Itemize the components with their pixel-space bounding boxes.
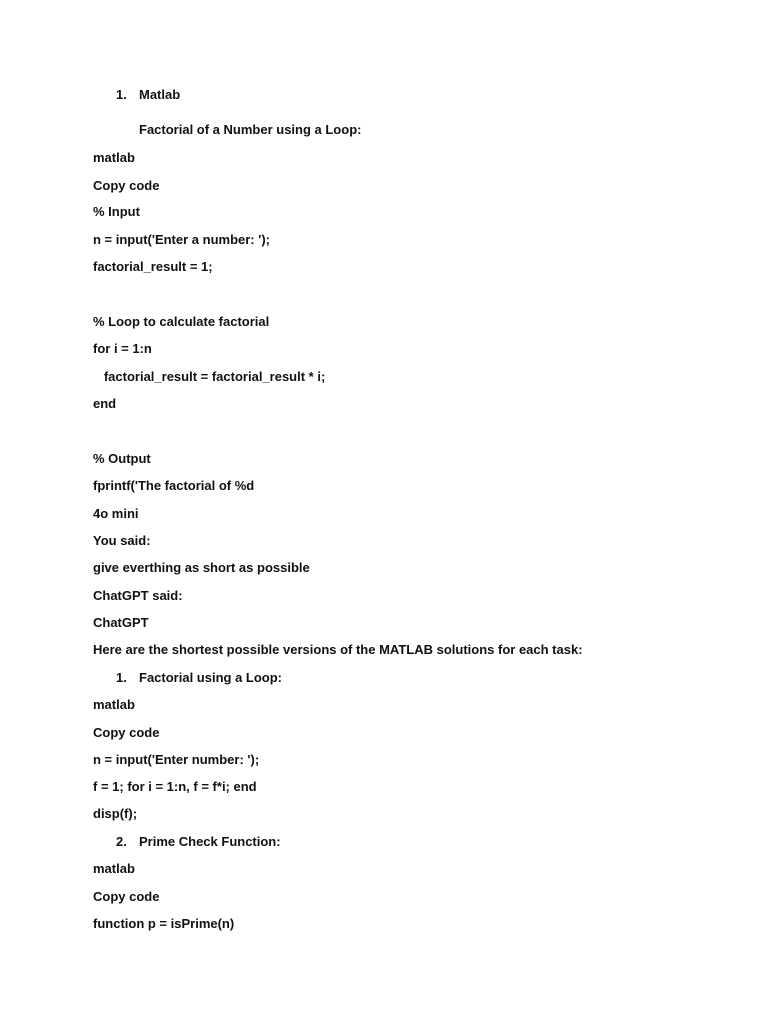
code-line: % Loop to calculate factorial: [93, 314, 270, 329]
list-item-heading: Matlab: [139, 87, 181, 102]
code-line: disp(f);: [93, 806, 138, 821]
code-line: f = 1; for i = 1:n, f = f*i; end: [93, 779, 257, 794]
code-line: n = input('Enter number: ');: [93, 752, 260, 767]
code-line: for i = 1:n: [93, 341, 152, 356]
code-line: factorial_result = factorial_result * i;: [93, 369, 326, 384]
text-line: You said:: [93, 533, 151, 548]
text-line: matlab: [93, 150, 135, 165]
code-line: fprintf('The factorial of %d: [93, 478, 255, 493]
text-line: matlab: [93, 697, 135, 712]
text-line: give everthing as short as possible: [93, 560, 310, 575]
subheading: Factorial of a Number using a Loop:: [139, 122, 362, 137]
list-number: 2.: [116, 834, 127, 849]
code-line: n = input('Enter a number: ');: [93, 232, 270, 247]
text-line: Copy code: [93, 178, 160, 193]
code-line: % Input: [93, 204, 140, 219]
list-item-heading: Prime Check Function:: [139, 834, 281, 849]
text-line: Copy code: [93, 889, 160, 904]
code-line: end: [93, 396, 117, 411]
text-line: ChatGPT said:: [93, 588, 183, 603]
list-number: 1.: [116, 87, 127, 102]
list-item-heading: Factorial using a Loop:: [139, 670, 283, 685]
text-line: Copy code: [93, 725, 160, 740]
code-line: factorial_result = 1;: [93, 259, 213, 274]
list-number: 1.: [116, 670, 127, 685]
text-line: matlab: [93, 861, 135, 876]
text-line: 4o mini: [93, 506, 139, 521]
code-line: function p = isPrime(n): [93, 916, 235, 931]
code-line: % Output: [93, 451, 151, 466]
text-line: Here are the shortest possible versions of the MATLAB solutions for each task:: [93, 642, 583, 657]
text-line: ChatGPT: [93, 615, 149, 630]
